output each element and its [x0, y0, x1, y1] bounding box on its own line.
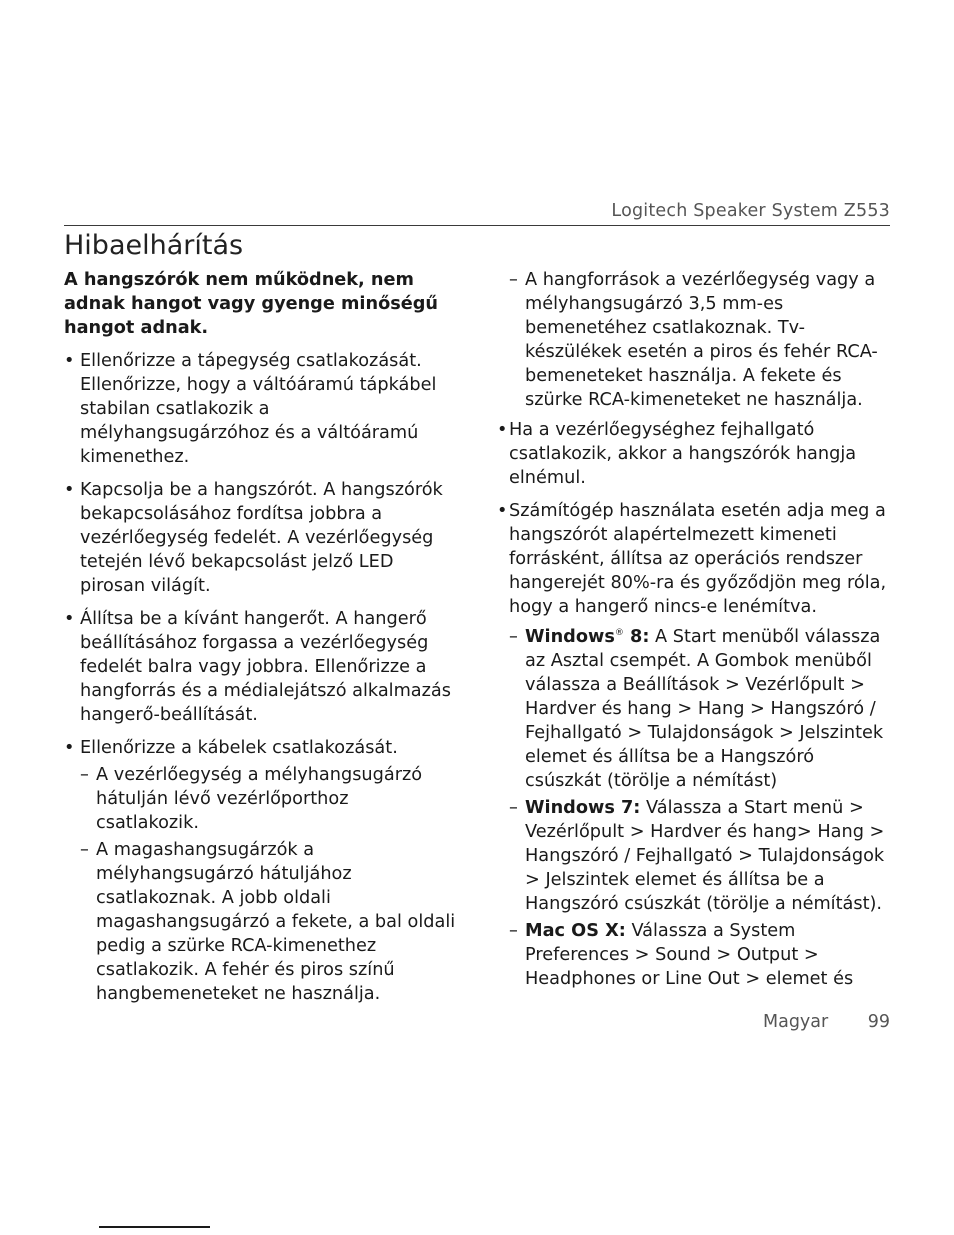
os-label: Windows — [525, 627, 615, 647]
bullet-icon: • — [64, 609, 75, 629]
sub-list-item-text: A vezérlőegység a mélyhangsugárzó hátulján lévő vezérlőporthoz csatlakozik. — [96, 765, 423, 833]
sub-list-item-text: A magashangsugárzók a mélyhangsugárzó hátuljához csatlakoznak. A jobb oldali magashangsugárzó a fekete, a bal oldali pedig a szürke RCA-kimenethez csatlakozik. A fehér és piros színű hangbemeneteket ne használja. — [96, 840, 456, 1004]
os-instruction-windows7 — [497, 796, 892, 916]
list-item-text: Ellenőrizze a kábelek csatlakozását. — [80, 738, 398, 758]
list-item — [64, 607, 456, 727]
os-instruction-text: A Start menüből válassza az Asztal csempét. A Gombok menüből válassza a Beállítások > Vezérlőpult > Hardver és hang > Hang > Hangszóró / Fejhallgató > Tulajdonságok > Jelszintek elemet és állítsa be a Hangszóró csúszkát (törölje a némítást) — [525, 627, 884, 791]
bullet-icon: • — [497, 420, 508, 440]
bullet-icon: • — [64, 738, 75, 758]
sub-list-item — [64, 838, 456, 1006]
os-instruction-macos — [497, 919, 892, 991]
dash-icon: – — [80, 840, 89, 860]
os-instruction-text: Válassza a Start menü > Vezérlőpult > Hardver és hang> Hang > Hangszóró / Fejhallgató > Tulajdonságok > Jelszintek elemet és állítsa be a Hangszóró csúszkát (törölje a némítást). — [525, 798, 885, 914]
dash-icon: – — [509, 627, 518, 647]
dash-icon: – — [509, 921, 518, 941]
list-item — [64, 478, 456, 598]
list-item — [64, 736, 456, 760]
list-item-text: Kapcsolja be a hangszórót. A hangszórók bekapcsolásához fordítsa jobbra a vezérlőegység fedelét. A vezérlőegység tetején lévő bekapcsolást jelző LED pirosan világít. — [80, 480, 443, 596]
list-item-text: Ha a vezérlőegységhez fejhallgató csatlakozik, akkor a hangszórók hangja elnémul. — [509, 420, 857, 488]
problem-heading: A hangszórók nem működnek, nem adnak hangot vagy gyenge minőségű hangot adnak. — [64, 270, 439, 338]
section-title: Hibaelhárítás — [64, 230, 244, 261]
page-number: 99 — [867, 1012, 890, 1032]
left-column — [64, 268, 456, 1009]
header-divider — [64, 225, 890, 226]
bullet-icon: • — [64, 480, 75, 500]
list-item-text: Ellenőrizze a tápegység csatlakozását. Ellenőrizze, hogy a váltóáramú tápkábel stabilan csatlakozik a mélyhangsugárzóhoz és a váltóáramú kimenethez. — [80, 351, 437, 467]
list-item-text: Számítógép használata esetén adja meg a hangszórót alapértelmezett kimeneti forrásként, állítsa az operációs rendszer hangerejét 80%-ra és győződjön meg róla, hogy a hangerő nincs-e lenémítva. — [509, 501, 887, 617]
os-instruction-windows8 — [497, 625, 892, 793]
sub-list-item — [64, 763, 456, 835]
dash-icon: – — [509, 270, 518, 290]
right-column — [497, 268, 892, 994]
bullet-icon: • — [64, 351, 75, 371]
bullet-icon: • — [497, 501, 508, 521]
list-item — [497, 418, 892, 490]
list-item-text: Állítsa be a kívánt hangerőt. A hangerő beállításához forgassa a vezérlőegység fedelét balra vagy jobbra. Ellenőrizze a hangforrás és a médialejátszó alkalmazás hangerő-beállítását. — [80, 609, 451, 725]
list-item — [64, 349, 456, 469]
bottom-divider — [99, 1226, 210, 1228]
registered-mark: ® — [614, 628, 624, 639]
sub-list-item — [497, 268, 892, 412]
dash-icon: – — [509, 798, 518, 818]
os-label: Mac OS X: — [525, 921, 626, 941]
product-title: Logitech Speaker System Z553 — [611, 201, 890, 221]
footer-language: Magyar — [763, 1012, 829, 1032]
sub-list-item-text: A hangforrások a vezérlőegység vagy a mélyhangsugárzó 3,5 mm-es bemenetéhez csatlakoznak. Tv-készülékek esetén a piros és fehér RCA-bemeneteket használja. A fekete és szürke RCA-kimeneteket ne használja. — [525, 270, 878, 410]
os-label-suffix: 8: — [623, 627, 650, 647]
dash-icon: – — [80, 765, 89, 785]
os-instruction-text: Válassza a System Preferences > Sound > Output > Headphones or Line Out > elemet és — [525, 921, 854, 989]
list-item — [497, 499, 892, 619]
os-label: Windows 7: — [525, 798, 641, 818]
